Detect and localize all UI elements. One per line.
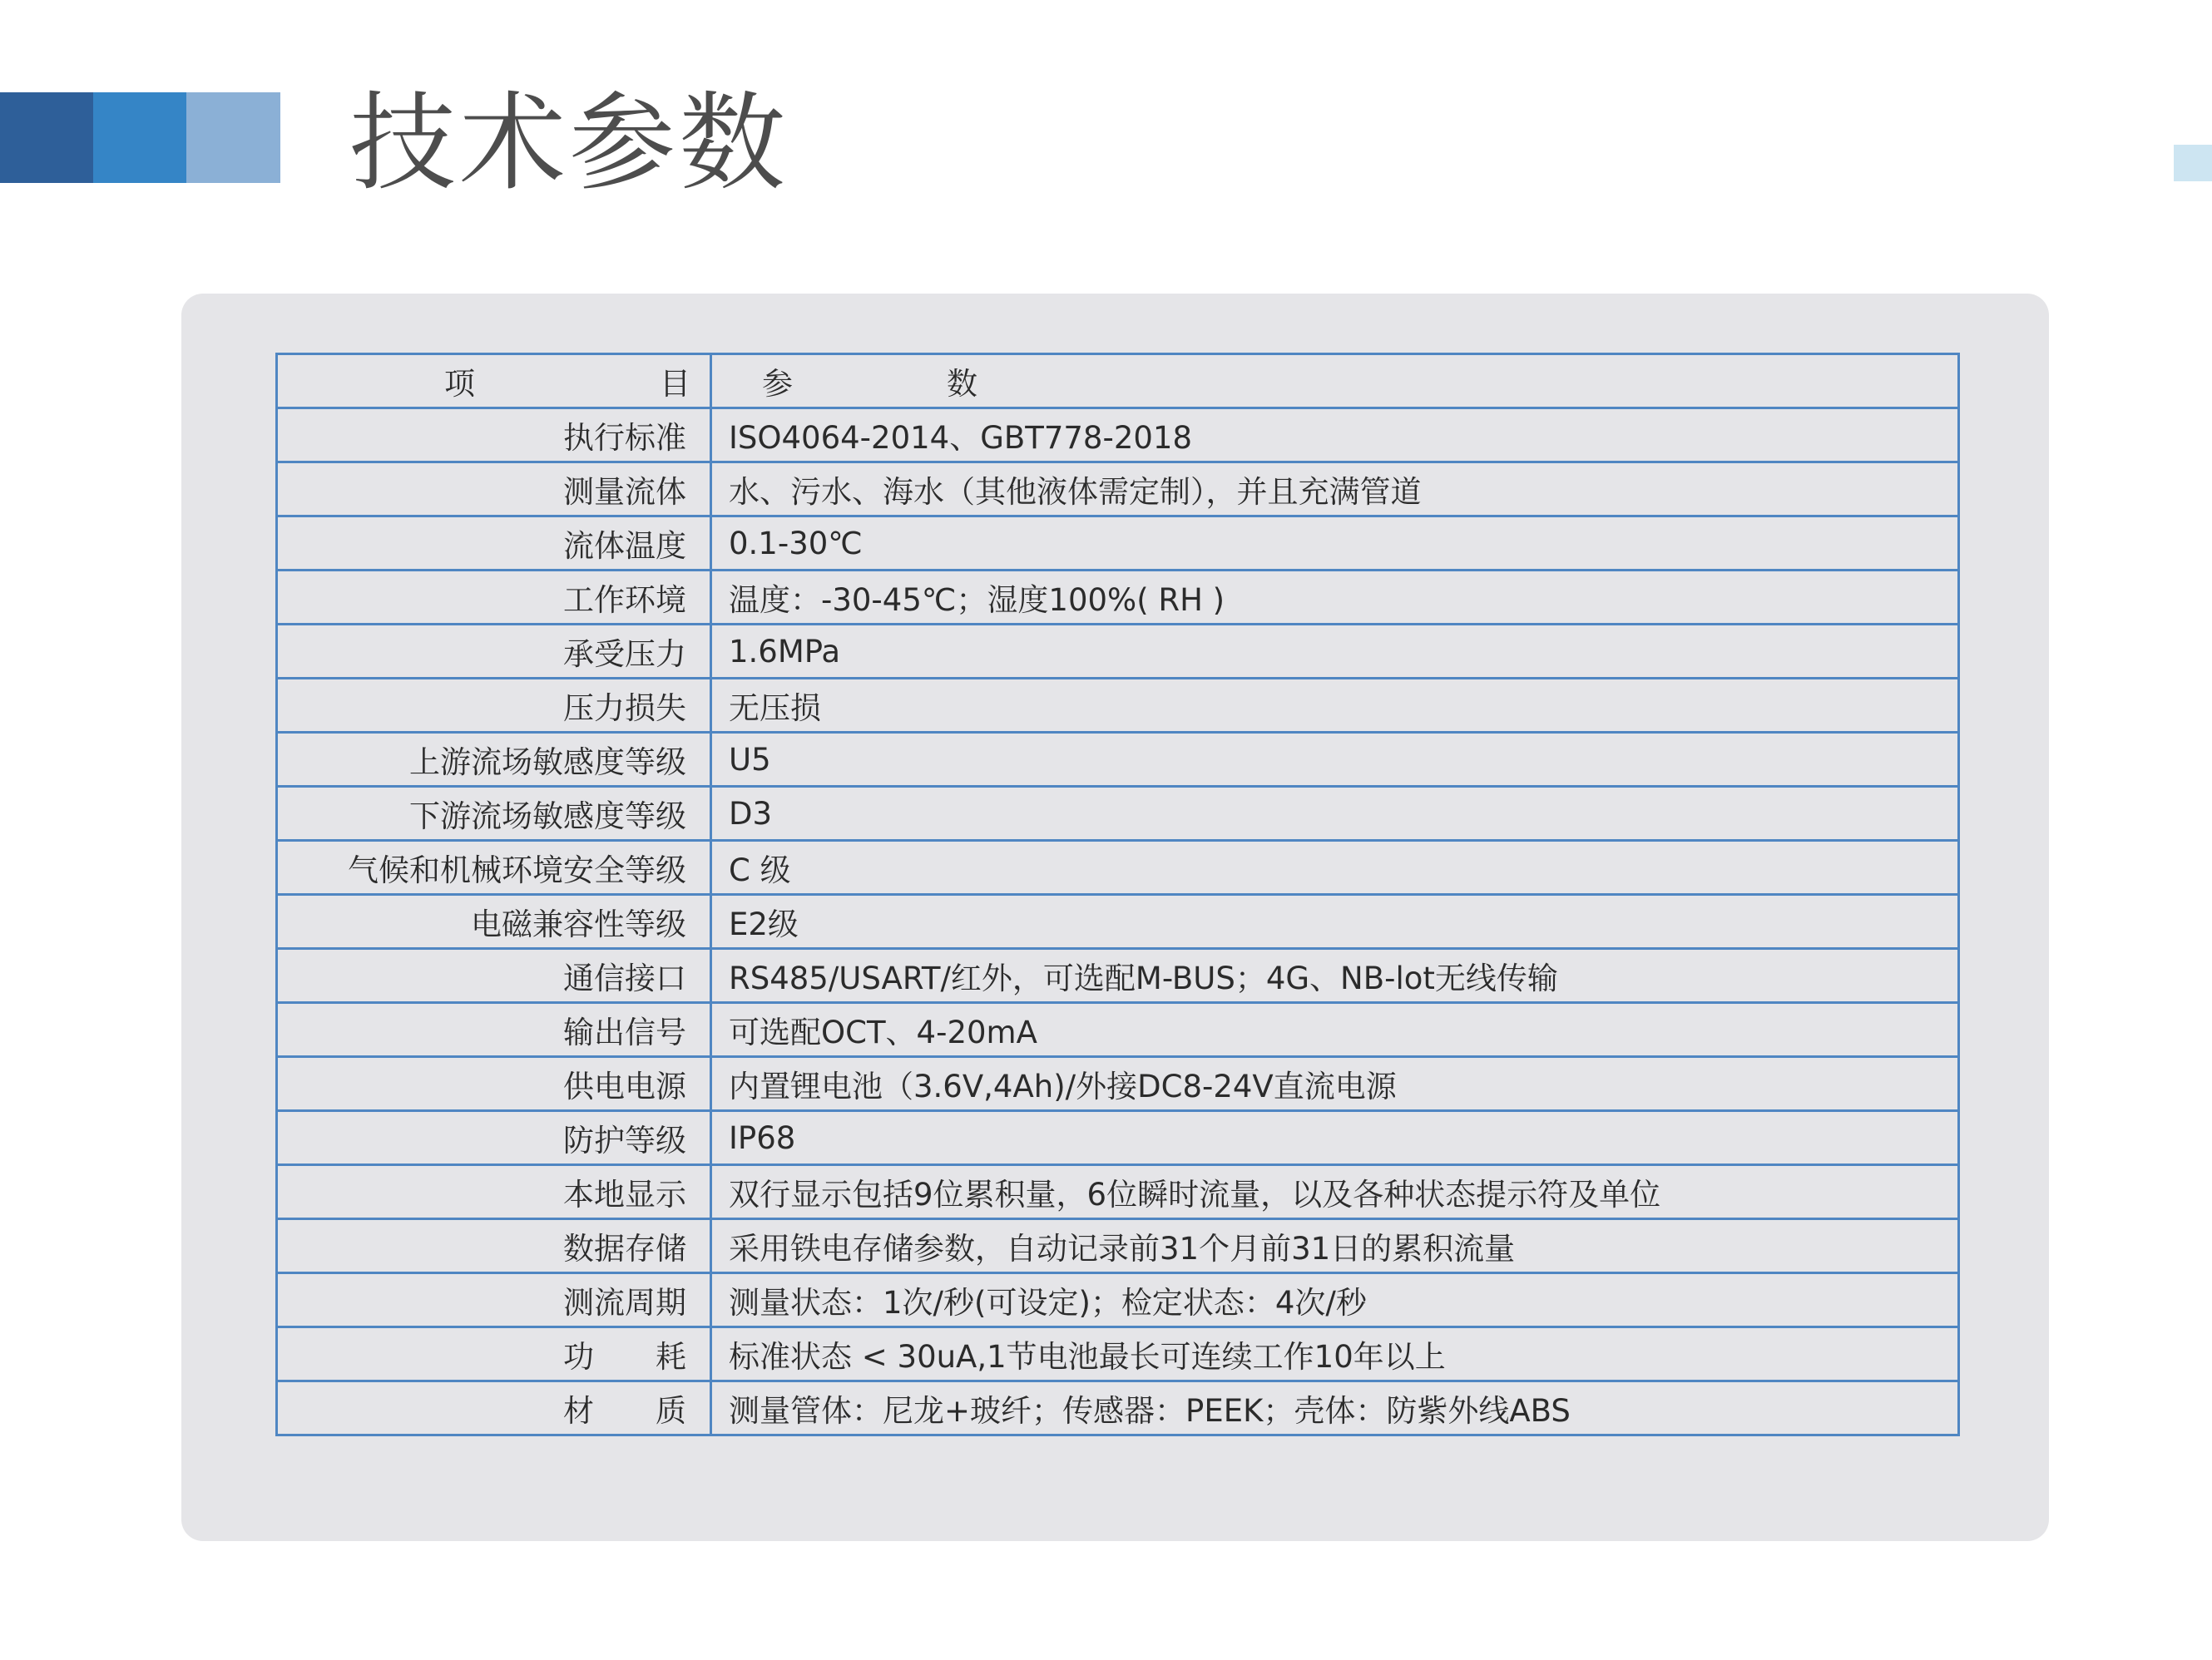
spec-value: E2级	[711, 895, 1959, 949]
table-row	[277, 1003, 1959, 1057]
spec-label: 压力损失	[277, 679, 711, 733]
spec-label: 测流周期	[277, 1273, 711, 1327]
table-row	[277, 516, 1959, 571]
spec-label: 气候和机械环境安全等级	[277, 841, 711, 895]
spec-label: 输出信号	[277, 1003, 711, 1057]
table-row	[277, 462, 1959, 516]
table-row	[277, 895, 1959, 949]
table-row	[277, 949, 1959, 1003]
spec-label: 数据存储	[277, 1219, 711, 1273]
spec-label: 防护等级	[277, 1111, 711, 1165]
spec-value: 1.6MPa	[711, 625, 1959, 679]
header-accent-bar-dark	[0, 92, 93, 183]
table-row	[277, 1057, 1959, 1111]
table-row	[277, 1165, 1959, 1219]
spec-value: 温度：-30-45℃；湿度100%( RH )	[711, 571, 1959, 625]
table-row	[277, 571, 1959, 625]
spec-label: 承受压力	[277, 625, 711, 679]
spec-label: 本地显示	[277, 1165, 711, 1219]
spec-value: 采用铁电存储参数，自动记录前31个月前31日的累积流量	[711, 1219, 1959, 1273]
spec-label: 下游流场敏感度等级	[277, 787, 711, 841]
table-row	[277, 625, 1959, 679]
header-accent-bar-light	[186, 92, 280, 183]
column-header-item: 项 目	[277, 354, 711, 408]
table-row	[277, 1273, 1959, 1327]
spec-label: 通信接口	[277, 949, 711, 1003]
table-row	[277, 1381, 1959, 1435]
spec-value: 内置锂电池（3.6V,4Ah)/外接DC8-24V直流电源	[711, 1057, 1959, 1111]
table-row	[277, 1111, 1959, 1165]
spec-value: IP68	[711, 1111, 1959, 1165]
spec-value: C 级	[711, 841, 1959, 895]
page-title: 技术参数	[349, 82, 789, 205]
spec-value: 水、污水、海水（其他液体需定制），并且充满管道	[711, 462, 1959, 516]
spec-label: 功 耗	[277, 1327, 711, 1381]
spec-value: ISO4064-2014、GBT778-2018	[711, 408, 1959, 462]
spec-table-body	[277, 408, 1959, 1435]
spec-label: 流体温度	[277, 516, 711, 571]
spec-label: 电磁兼容性等级	[277, 895, 711, 949]
spec-value: RS485/USART/红外，可选配M-BUS；4G、NB-lot无线传输	[711, 949, 1959, 1003]
spec-value: 可选配OCT、4-20mA	[711, 1003, 1959, 1057]
spec-value: U5	[711, 733, 1959, 787]
table-row	[277, 1327, 1959, 1381]
table-row	[277, 841, 1959, 895]
table-row	[277, 679, 1959, 733]
spec-value: 0.1-30℃	[711, 516, 1959, 571]
spec-label: 供电电源	[277, 1057, 711, 1111]
spec-value: 双行显示包括9位累积量，6位瞬时流量，以及各种状态提示符及单位	[711, 1165, 1959, 1219]
table-row	[277, 733, 1959, 787]
column-header-value: 参 数	[711, 354, 1959, 408]
spec-label: 上游流场敏感度等级	[277, 733, 711, 787]
table-header-row	[277, 354, 1959, 408]
spec-label: 测量流体	[277, 462, 711, 516]
spec-value: D3	[711, 787, 1959, 841]
spec-table	[275, 353, 1960, 1436]
spec-value: 测量管体：尼龙+玻纤；传感器：PEEK；壳体：防紫外线ABS	[711, 1381, 1959, 1435]
spec-value: 测量状态：1次/秒(可设定)；检定状态：4次/秒	[711, 1273, 1959, 1327]
table-row	[277, 1219, 1959, 1273]
table-row	[277, 408, 1959, 462]
spec-label: 工作环境	[277, 571, 711, 625]
spec-value: 无压损	[711, 679, 1959, 733]
page-corner-tab	[2174, 145, 2212, 181]
header-accent-bar-mid	[93, 92, 186, 183]
spec-label: 材 质	[277, 1381, 711, 1435]
spec-value: 标准状态 < 30uA,1节电池最长可连续工作10年以上	[711, 1327, 1959, 1381]
spec-label: 执行标准	[277, 408, 711, 462]
table-row	[277, 787, 1959, 841]
